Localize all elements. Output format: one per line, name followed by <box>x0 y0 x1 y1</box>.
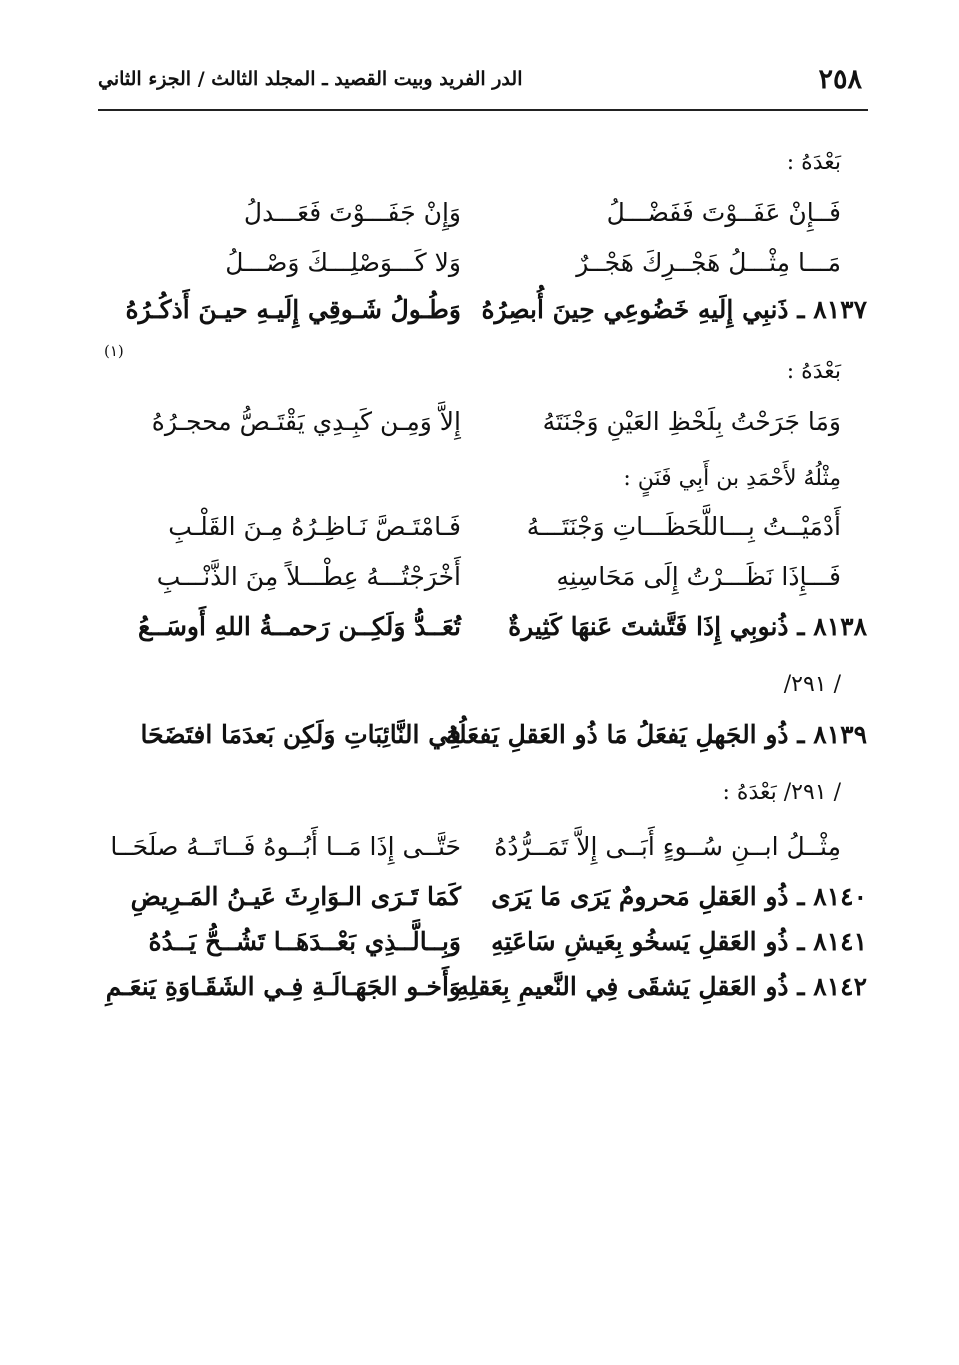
verse-first-hemistich: فَــإِنْ عَفَــوْتَ فَفَضْـــلُ <box>606 198 841 227</box>
verse-first-hemistich: أَدْمَيْــتُ بِـــاللَّحَظَـــاتِ وَجْنَتَـــهُ <box>526 512 841 541</box>
verse-first-hemistich: مَـــا مِثْـــلُ هَجْــرِكَ هَجْــرٌ <box>576 248 841 277</box>
verse-second-hemistich: إِلاَّ وَمِـن كَبِـدِي يَقْتَـصُّ محجـرُهُ <box>151 407 461 436</box>
verse-second-hemistich: وَلا كَـــوَصْلِـــكَ وَصْـــلُ <box>225 248 461 277</box>
verse-first-hemistich: ٨١٣٨ ـ ذُنوبِي إِذَا فَتَّشتَ عَنهَا كَثِيرةٌ <box>508 612 867 641</box>
page-reference: / ٢٩١/ <box>783 672 841 697</box>
verse-first-hemistich: ٨١٣٧ ـ ذَنبِي إِلَيهِ خَضُوعِي حِينَ أُبصِرُهُ <box>481 295 867 324</box>
verse-second-hemistich: فَـامْتَـصَّ نَـاظِـرُهُ مِـنَ القَلْـبِ <box>168 512 461 541</box>
running-title: الدر الفريد وبيت القصيد ـ المجلد الثالث / الجزء الثاني <box>98 68 523 90</box>
verse-second-hemistich: تُعَــدُّ وَلَكِــن رَحمــةُ اللهِ أَوسَــعُ <box>138 612 461 641</box>
verse-first-hemistich: ٨١٤٢ ـ ذُو العَقلِ يَشقَى فِي النَّعيمِ بِعَقلِهِ <box>456 972 867 1001</box>
intro-line: بَعْدَهُ : <box>786 359 841 384</box>
verse-second-hemistich: وَطُـولُ شَـوقِي إِلَيـهِ حيـنَ أَذكُـرُهُ <box>125 295 461 324</box>
verse-first-hemistich: مِثْــلُ ابــنِ سُــوءٍ أَبَــى إِلاَّ تَمَــرُّدُهُ <box>494 832 841 861</box>
verse-second-hemistich: حَتَّــى إِذَا مَــا أَبُــوهُ فَــاتَــهُ صلَحَــا <box>110 832 461 861</box>
verse-second-hemistich: فِي النَّائِبَاتِ وَلَكِن بَعدَمَا افتَضَحَا <box>140 720 461 749</box>
intro-line: بَعْدَهُ : <box>786 150 841 175</box>
intro-line: مِثْلُهُ لأَحْمَدِ بن أَبِي فَنَنٍ : <box>623 466 841 491</box>
verse-first-hemistich: ٨١٤١ ـ ذُو العَقلِ يَسخُو بِعَيشِ سَاعَتِهِ <box>491 927 867 956</box>
verse-first-hemistich: ٨١٤٠ ـ ذُو العَقلِ مَحرومٌ يَرَى مَا يَرَى <box>491 882 867 911</box>
header-rule <box>98 109 868 111</box>
verse-first-hemistich: فَـــإِذَا نَظَـــرْتُ إِلَى مَحَاسِنِهِ <box>556 562 841 591</box>
intro-line: / ٢٩١/ بَعْدَهُ : <box>722 780 841 805</box>
page-number: ٢٥٨ <box>818 64 862 95</box>
footnote-marker: (١) <box>104 342 124 360</box>
verse-second-hemistich: وَإِنْ جَفَـــوْتَ فَعَـــدلُ <box>243 198 461 227</box>
verse-second-hemistich: وَأَخـو الجَهَـالَـةِ فِـي الشَقَـاوَةِ يَنعَـمِ <box>105 972 461 1001</box>
verse-second-hemistich: أَخْرَجْتُـــهُ عِطْـــلاً مِنَ الذَّنْـــبِ <box>156 562 461 591</box>
page-header <box>98 62 868 102</box>
verse-second-hemistich: وَبِــالَّــذِي بَعْــدَهَــا تَشُــحُّ يَــدُهُ <box>148 927 461 956</box>
verse-first-hemistich: ٨١٣٩ ـ ذُو الجَهلِ يَفعَلُ مَا ذُو العَقلِ يَفعَلُهُ <box>445 720 867 749</box>
verse-first-hemistich: وَمَا جَرَحْتُ بِلَحْظِ العَيْنِ وَجْنَتَهُ <box>542 407 841 436</box>
verse-second-hemistich: كَمَا تَـرَى الـوَارِثَ عَيـنُ المَـرِيضِ <box>130 882 461 911</box>
